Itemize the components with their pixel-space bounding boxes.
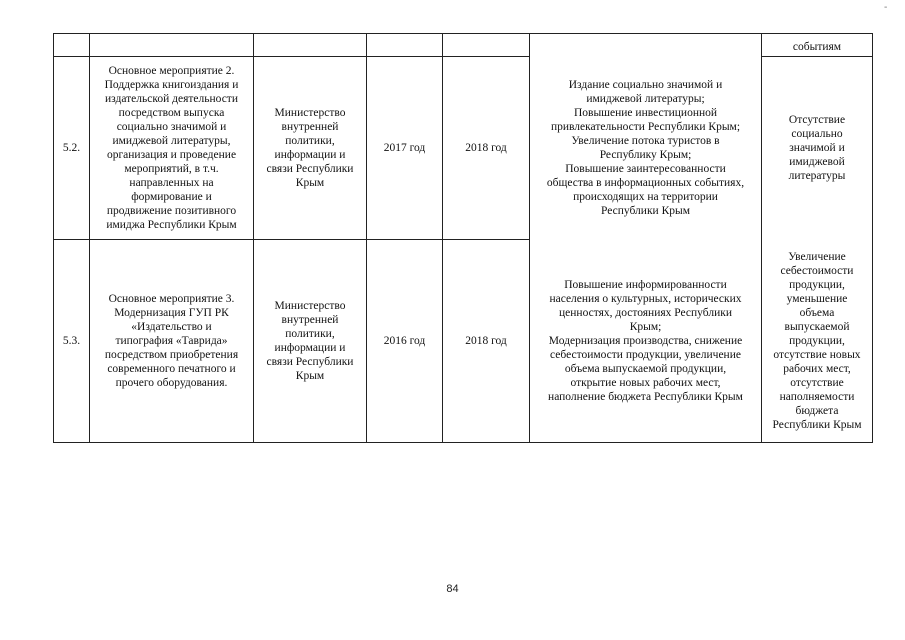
cell-number — [54, 34, 90, 57]
row-number: 5.2. — [54, 57, 90, 240]
table-row — [54, 240, 873, 443]
non-implementation-consequence: Увеличение себестоимости продукции, уменьшение объема выпускаемой продукции, отсутствие новых рабочих мест, отсутствие наполняемости бюджета Республики Крым — [762, 240, 873, 443]
end-year: 2018 год — [443, 240, 530, 443]
cell-executor — [254, 34, 367, 57]
scan-mark: - — [884, 2, 888, 13]
table-row — [54, 57, 873, 240]
executor: Министерство внутренней политики, информации и связи Республики Крым — [254, 57, 367, 240]
start-year: 2017 год — [367, 57, 443, 240]
cell-start-year — [367, 34, 443, 57]
program-measures-table — [53, 33, 873, 443]
executor: Министерство внутренней политики, информации и связи Республики Крым — [254, 240, 367, 443]
row-number: 5.3. — [54, 240, 90, 443]
expected-result: Издание социально значимой и имиджевой литературы; Повышение инвестиционной привлекательности Республики Крым; Увеличение потока туристов в Республику Крым; Повышение заинтересованности общества в информационных событиях, происходящих на территории Республики Крым — [530, 57, 762, 240]
start-year: 2016 год — [367, 240, 443, 443]
end-year: 2018 год — [443, 57, 530, 240]
non-implementation-consequence: Отсутствие социально значимой и имиджевой литературы — [762, 57, 873, 240]
cell-activity — [90, 34, 254, 57]
activity-description: Основное мероприятие 2. Поддержка книгоиздания и издательской деятельности посредством выпуска социально значимой и имиджевой литературы, организация и проведение мероприятий, в т.ч. направленных на формирование и продвижение позитивного имиджа Республики Крым — [90, 57, 254, 240]
expected-result: Повышение информированности населения о культурных, исторических ценностях, достояниях Республики Крым; Модернизация производства, снижение себестоимости продукции, увеличение объема выпускаемой продукции, открытие новых рабочих мест, наполнение бюджета Республики Крым — [530, 240, 762, 443]
table-row-continuation — [54, 34, 873, 57]
cell-result — [530, 34, 762, 57]
activity-description: Основное мероприятие 3. Модернизация ГУП РК «Издательство и типография «Таврида» посредством приобретения современного печатного и прочего оборудования. — [90, 240, 254, 443]
page-number: 84 — [446, 583, 459, 595]
cell-consequence: событиям — [762, 34, 873, 57]
cell-end-year — [443, 34, 530, 57]
